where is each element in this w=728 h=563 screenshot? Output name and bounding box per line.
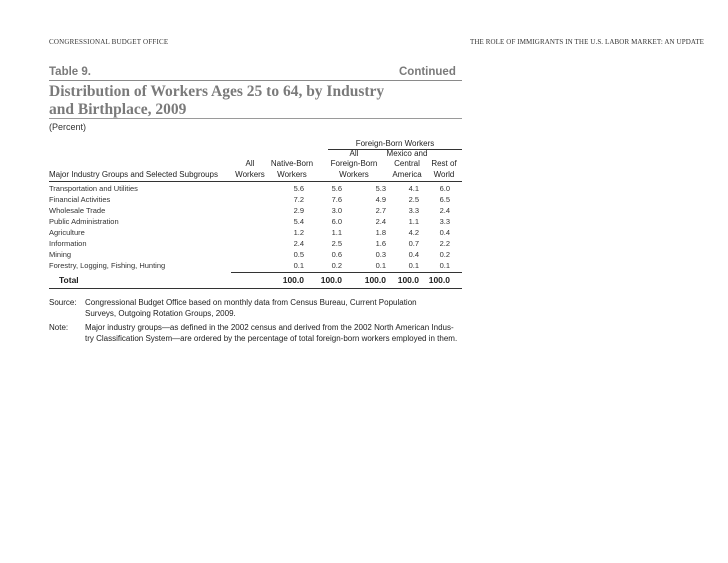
cell-all-foreign-born: 0.3 [375,250,386,259]
table-label: Table 9. [49,66,91,78]
cell-rest-of-world: 0.2 [439,250,450,259]
running-head-right: THE ROLE OF IMMIGRANTS IN THE U.S. LABOR MARKET: AN UPDATE [470,38,704,46]
table-row [49,239,462,250]
cell-all-workers: 7.2 [293,195,304,204]
cell-all-workers: 5.4 [293,217,304,226]
table-row [49,184,462,195]
cell-native-born: 5.6 [331,184,342,193]
cell-all-foreign-born: 4.9 [375,195,386,204]
cell-native-born: 0.6 [331,250,342,259]
row-header: Major Industry Groups and Selected Subgroups [49,170,218,179]
table-title: Distribution of Workers Ages 25 to 64, by Industry and Birthplace, 2009 [49,83,385,118]
table-row [49,195,462,206]
cell-native-born: 7.6 [331,195,342,204]
cell-mexico: 1.1 [408,217,419,226]
row-label: Agriculture [49,228,85,237]
total-all-workers: 100.0 [282,275,304,285]
continued-label: Continued [399,66,456,78]
title-rule [49,80,462,81]
cell-all-foreign-born: 1.8 [375,228,386,237]
total-label: Total [59,275,79,285]
cell-native-born: 2.5 [331,239,342,248]
cell-rest-of-world: 0.4 [439,228,450,237]
col-header-all-foreign-born: All Foreign-Born Workers [330,148,378,179]
note-line-2: try Classification System—are ordered by the percentage of total foreign-born workers employed in them. [85,334,458,343]
unit-rule [49,118,462,119]
source-lead: Source: [49,298,77,307]
cell-rest-of-world: 0.1 [439,261,450,270]
cell-all-foreign-born: 1.6 [375,239,386,248]
cell-rest-of-world: 2.2 [439,239,450,248]
unit-label: (Percent) [49,122,87,132]
cell-mexico: 0.4 [408,250,419,259]
col-header-all-workers: All Workers [235,159,265,179]
row-label: Transportation and Utilities [49,184,138,193]
total-all-foreign-born: 100.0 [364,275,386,285]
row-label: Mining [49,250,72,259]
cell-all-foreign-born: 2.7 [375,206,386,215]
cell-mexico: 2.5 [408,195,419,204]
source-line-1: Congressional Budget Office based on monthly data from Census Bureau, Current Population [85,298,417,307]
total-mexico: 100.0 [397,275,419,285]
table-row [49,217,462,228]
cell-all-foreign-born: 2.4 [375,217,386,226]
cell-mexico: 4.1 [408,184,419,193]
table-row [49,206,462,217]
header-rule [49,181,462,182]
bottom-rule [49,288,462,289]
col-header-native-born: Native-Born Workers [270,159,314,179]
cell-native-born: 0.2 [331,261,342,270]
cell-native-born: 6.0 [331,217,342,226]
source-line-2: Surveys, Outgoing Rotation Groups, 2009. [85,309,236,318]
col-header-rest-of-world: Rest of World [431,159,457,179]
cell-mexico: 4.2 [408,228,419,237]
cell-rest-of-world: 3.3 [439,217,450,226]
general-note [49,322,489,346]
cell-native-born: 3.0 [331,206,342,215]
cell-mexico: 0.1 [408,261,419,270]
cell-rest-of-world: 6.0 [439,184,450,193]
cell-mexico: 3.3 [408,206,419,215]
cell-rest-of-world: 2.4 [439,206,450,215]
source-note [49,297,489,321]
row-label: Public Administration [49,217,119,226]
cell-all-workers: 1.2 [293,228,304,237]
cell-native-born: 1.1 [331,228,342,237]
total-rest-of-world: 100.0 [428,275,450,285]
cell-all-workers: 0.5 [293,250,304,259]
total-native-born: 100.0 [320,275,342,285]
table-row [49,228,462,239]
cell-all-workers: 2.9 [293,206,304,215]
cell-rest-of-world: 6.5 [439,195,450,204]
row-label: Financial Activities [49,195,111,204]
row-label: Forestry, Logging, Fishing, Hunting [49,261,166,270]
table-row [49,261,462,272]
cell-all-workers: 0.1 [293,261,304,270]
running-head-left: CONGRESSIONAL BUDGET OFFICE [49,38,169,46]
row-label: Information [49,239,87,248]
cell-all-workers: 5.6 [293,184,304,193]
total-rule [231,272,462,273]
cell-all-foreign-born: 5.3 [375,184,386,193]
foreign-born-group-header: Foreign-Born Workers [355,139,435,148]
cell-all-workers: 2.4 [293,239,304,248]
col-header-mexico: Mexico and Central America [386,148,428,179]
note-line-1: Major industry groups—as defined in the 2002 census and derived from the 2002 North American Indus- [85,323,454,332]
table-row [49,250,462,261]
row-label: Wholesale Trade [49,206,106,215]
note-lead: Note: [49,323,69,332]
cell-all-foreign-born: 0.1 [375,261,386,270]
cell-mexico: 0.7 [408,239,419,248]
